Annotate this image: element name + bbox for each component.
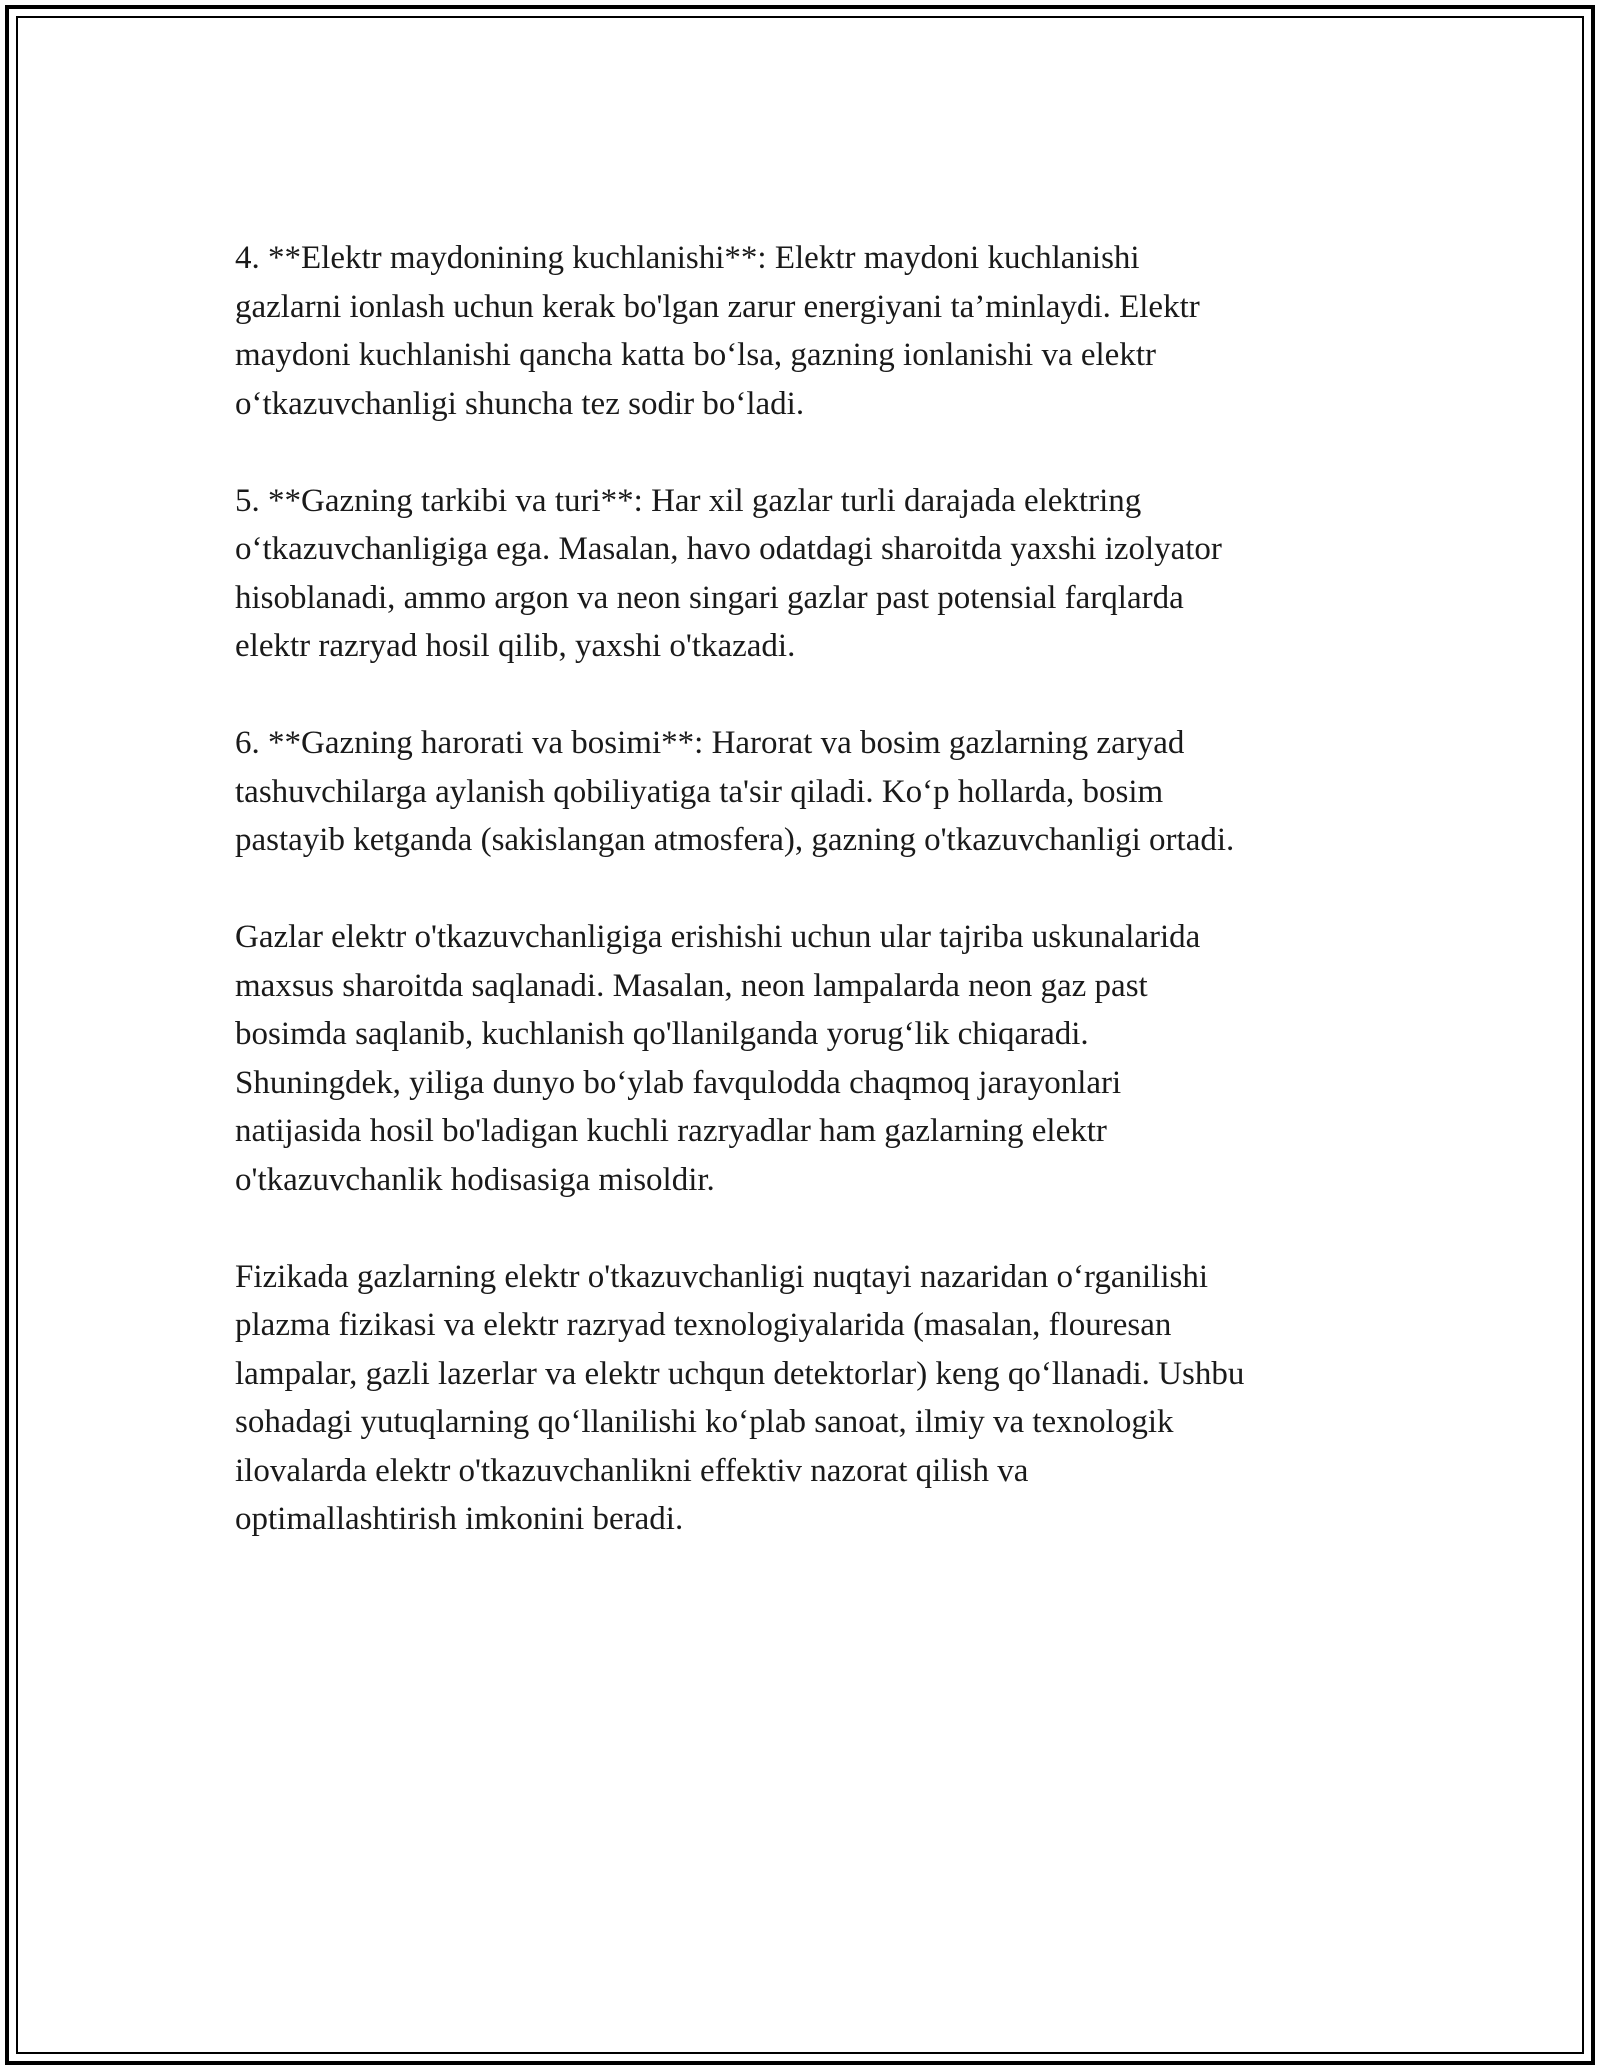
- paragraph-gas-composition: [235, 477, 1385, 671]
- text-line: lampalar, gazli lazerlar va elektr uchqun detektorlar) keng qo‘llanadi. Ushbu: [235, 1355, 1245, 1392]
- paragraph-gas-conductivity-examples: [235, 913, 1385, 1204]
- document-body: [235, 234, 1385, 1592]
- text-line: 6. **Gazning harorati va bosimi**: Harorat va bosim gazlarning zaryad: [235, 725, 1185, 761]
- text-line: Gazlar elektr o'tkazuvchanligiga erishishi uchun ular tajriba uskunalarida: [235, 919, 1201, 955]
- text-line: o‘tkazuvchanligi shuncha tez sodir bo‘ladi.: [235, 385, 805, 422]
- text-line: sohadagi yutuqlarning qo‘llanilishi ko‘plab sanoat, ilmiy va texnologik: [235, 1404, 1174, 1440]
- text-line: Fizikada gazlarning elektr o'tkazuvchanligi nuqtayi nazaridan o‘rganilishi: [235, 1258, 1209, 1295]
- text-line: natijasida hosil bo'ladigan kuchli razryadlar ham gazlarning elektr: [235, 1113, 1107, 1149]
- text-line: gazlarni ionlash uchun kerak bo'lgan zarur energiyani ta’minlaydi. Elektr: [235, 288, 1200, 325]
- text-line: Shuningdek, yiliga dunyo bo‘ylab favqulodda chaqmoq jarayonlari: [235, 1064, 1122, 1101]
- text-line: o'tkazuvchanlik hodisasiga misoldir.: [235, 1161, 715, 1198]
- text-line: maxsus sharoitda saqlanadi. Masalan, neon lampalarda neon gaz past: [235, 967, 1148, 1004]
- text-line: elektr razryad hosil qilib, yaxshi o'tkazadi.: [235, 628, 796, 664]
- text-line: o‘tkazuvchanligiga ega. Masalan, havo odatdagi sharoitda yaxshi izolyator: [235, 531, 1222, 567]
- text-line: tashuvchilarga aylanish qobiliyatiga ta'sir qiladi. Ko‘p hollarda, bosim: [235, 773, 1164, 810]
- text-line: pastayib ketganda (sakislangan atmosfera), gazning o'tkazuvchanligi ortadi.: [235, 822, 1235, 858]
- paragraph-gas-temperature-pressure: [235, 719, 1385, 865]
- text-line: plazma fizikasi va elektr razryad texnologiyalarida (masalan, flouresan: [235, 1307, 1172, 1343]
- text-line: 5. **Gazning tarkibi va turi**: Har xil gazlar turli darajada elektring: [235, 482, 1142, 519]
- text-line: hisoblanadi, ammo argon va neon singari gazlar past potensial farqlarda: [235, 579, 1184, 616]
- text-line: optimallashtirish imkonini beradi.: [235, 1501, 684, 1537]
- text-line: bosimda saqlanib, kuchlanish qo'llanilganda yorug‘lik chiqaradi.: [235, 1016, 1089, 1052]
- text-line: ilovalarda elektr o'tkazuvchanlikni effektiv nazorat qilish va: [235, 1452, 1029, 1489]
- paragraph-electric-field-strength: [235, 234, 1385, 428]
- text-line: maydoni kuchlanishi qancha katta bo‘lsa, gazning ionlanishi va elektr: [235, 337, 1156, 373]
- paragraph-physics-applications: [235, 1253, 1385, 1544]
- text-line: 4. **Elektr maydonining kuchlanishi**: Elektr maydoni kuchlanishi: [235, 240, 1140, 276]
